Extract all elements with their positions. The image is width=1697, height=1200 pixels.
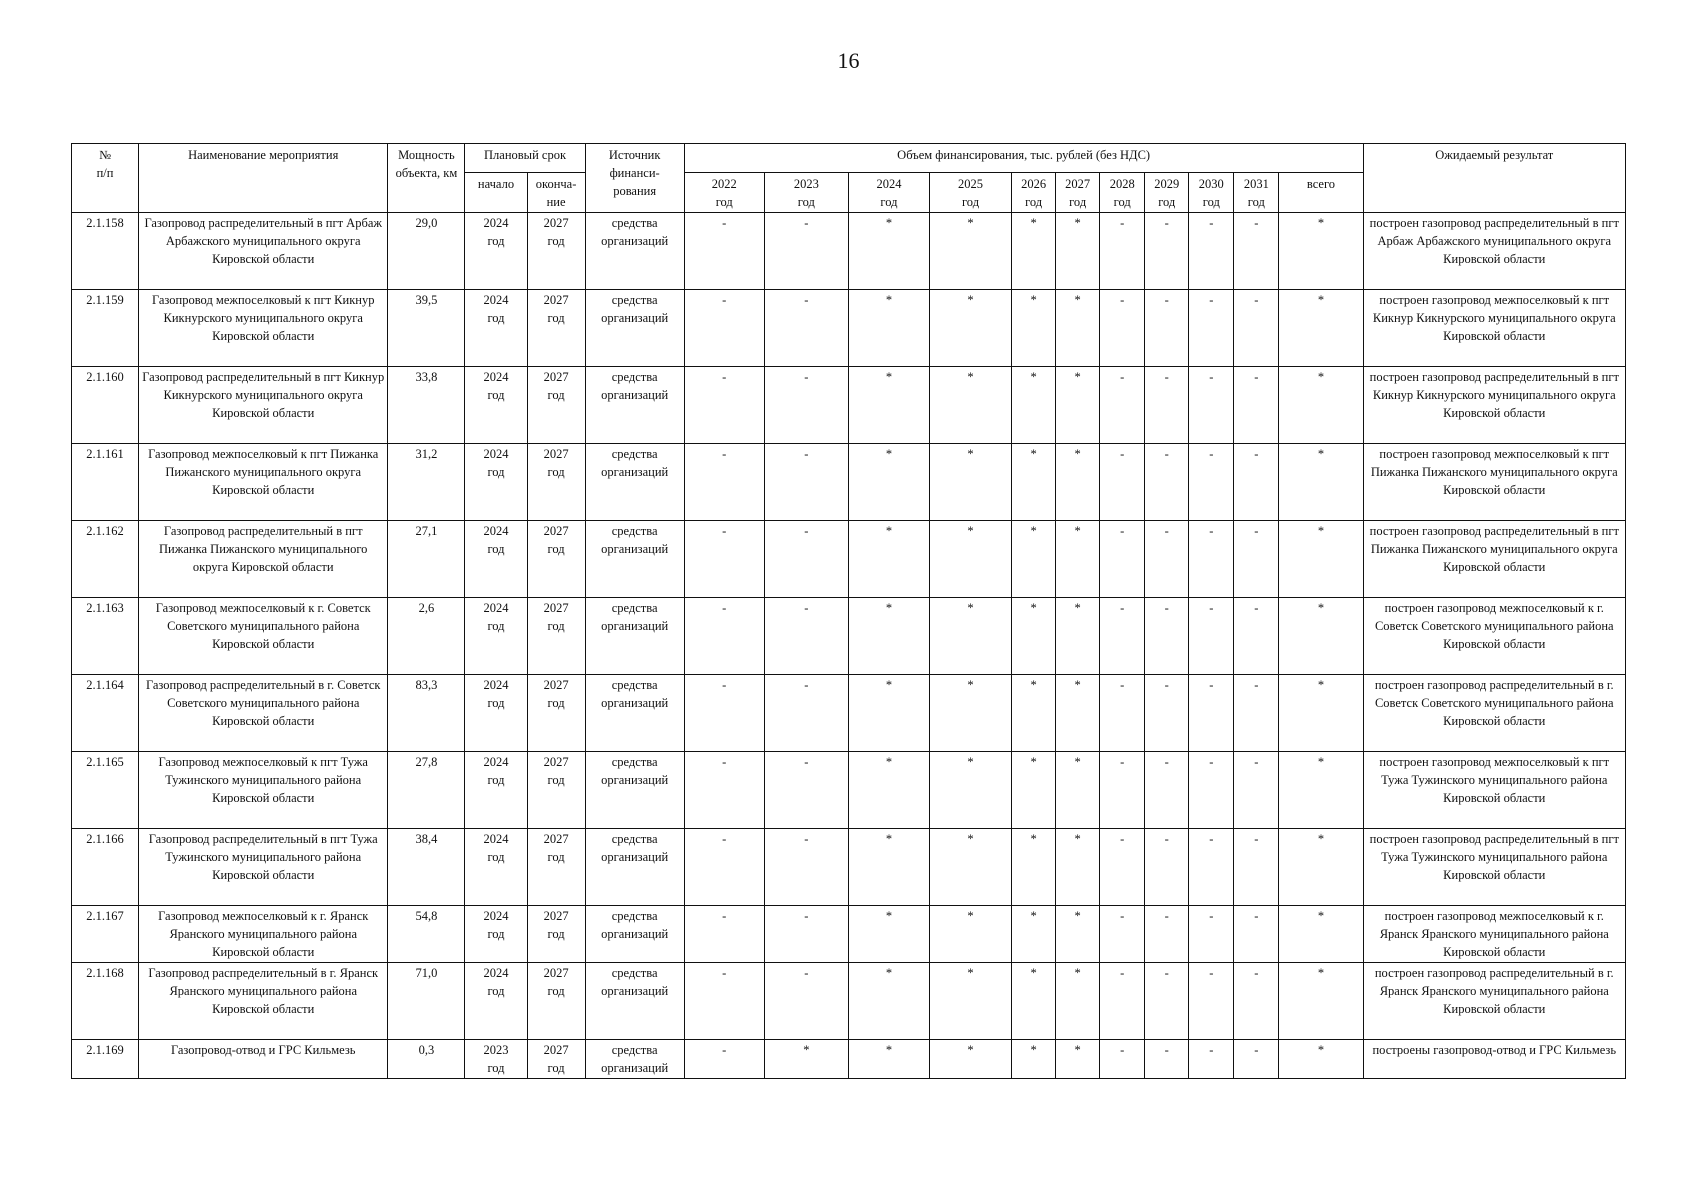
cell-num: 2.1.160 [72, 367, 139, 444]
cell-year-value: - [1234, 367, 1279, 444]
financing-table [71, 143, 1626, 1079]
cell-year-value: - [1100, 829, 1145, 906]
cell-capacity: 27,1 [388, 521, 465, 598]
cell-year-value: * [848, 752, 929, 829]
cell-year-value: - [764, 829, 848, 906]
cell-year-value: * [1012, 1040, 1056, 1079]
cell-result: построен газопровод распределительный в пгт Кикнур Кикнурского муниципального округа Кировской области [1363, 367, 1625, 444]
cell-year-value: * [1012, 829, 1056, 906]
cell-start: 2024 год [465, 290, 527, 367]
cell-year-value: - [1234, 963, 1279, 1040]
cell-end: 2027 год [527, 521, 585, 598]
cell-end: 2027 год [527, 675, 585, 752]
cell-result: построен газопровод межпоселковый к пгт Тужа Тужинского муниципального района Кировской области [1363, 752, 1625, 829]
cell-year-value: - [1189, 675, 1234, 752]
cell-year-value: - [1100, 675, 1145, 752]
cell-year-value: - [1189, 213, 1234, 290]
cell-start: 2024 год [465, 444, 527, 521]
cell-capacity: 33,8 [388, 367, 465, 444]
cell-year-value: * [929, 752, 1011, 829]
cell-year-value: * [1056, 598, 1100, 675]
cell-year-value: * [848, 444, 929, 521]
cell-source: средства организаций [585, 367, 684, 444]
cell-num: 2.1.163 [72, 598, 139, 675]
cell-num: 2.1.165 [72, 752, 139, 829]
cell-result: построен газопровод распределительный в пгт Арбаж Арбажского муниципального округа Кировской области [1363, 213, 1625, 290]
header-year: 2030 год [1189, 173, 1234, 213]
cell-capacity: 83,3 [388, 675, 465, 752]
table-row [72, 213, 1626, 290]
cell-start: 2024 год [465, 675, 527, 752]
table-header-row [72, 144, 1626, 173]
cell-capacity: 27,8 [388, 752, 465, 829]
cell-year-value: * [1056, 290, 1100, 367]
header-name: Наименование мероприятия [139, 144, 388, 213]
cell-year-value: * [929, 444, 1011, 521]
header-start: начало [465, 173, 527, 213]
cell-end: 2027 год [527, 963, 585, 1040]
cell-total: * [1279, 213, 1363, 290]
cell-year-value: - [1100, 752, 1145, 829]
cell-end: 2027 год [527, 829, 585, 906]
cell-year-value: - [764, 444, 848, 521]
page-number: 16 [837, 48, 860, 73]
cell-year-value: - [1145, 1040, 1189, 1079]
cell-year-value: - [764, 213, 848, 290]
cell-year-value: - [764, 521, 848, 598]
cell-result: построен газопровод распределительный в г. Яранск Яранского муниципального района Кировской области [1363, 963, 1625, 1040]
cell-year-value: - [1189, 829, 1234, 906]
cell-source: средства организаций [585, 675, 684, 752]
cell-year-value: * [1056, 829, 1100, 906]
table-row [72, 521, 1626, 598]
cell-capacity: 39,5 [388, 290, 465, 367]
cell-year-value: * [764, 1040, 848, 1079]
cell-num: 2.1.162 [72, 521, 139, 598]
cell-year-value: - [1145, 367, 1189, 444]
cell-year-value: - [1145, 829, 1189, 906]
cell-result: построен газопровод распределительный в пгт Пижанка Пижанского муниципального округа Кировской области [1363, 521, 1625, 598]
cell-start: 2024 год [465, 598, 527, 675]
cell-year-value: - [684, 829, 764, 906]
cell-year-value: - [1100, 444, 1145, 521]
header-year: 2024 год [848, 173, 929, 213]
cell-year-value: - [684, 444, 764, 521]
cell-name: Газопровод межпоселковый к пгт Тужа Тужинского муниципального района Кировской области [139, 752, 388, 829]
cell-year-value: * [929, 521, 1011, 598]
cell-year-value: - [764, 367, 848, 444]
cell-total: * [1279, 963, 1363, 1040]
cell-start: 2024 год [465, 213, 527, 290]
cell-num: 2.1.166 [72, 829, 139, 906]
header-year: 2028 год [1100, 173, 1145, 213]
cell-source: средства организаций [585, 1040, 684, 1079]
cell-num: 2.1.164 [72, 675, 139, 752]
cell-year-value: * [1012, 675, 1056, 752]
table-row [72, 906, 1626, 963]
cell-year-value: * [848, 963, 929, 1040]
cell-year-value: - [684, 598, 764, 675]
cell-total: * [1279, 829, 1363, 906]
cell-year-value: - [684, 213, 764, 290]
table-row [72, 675, 1626, 752]
cell-year-value: - [1234, 521, 1279, 598]
header-year: 2022 год [684, 173, 764, 213]
cell-start: 2024 год [465, 367, 527, 444]
cell-year-value: - [684, 675, 764, 752]
cell-year-value: - [1189, 752, 1234, 829]
cell-year-value: - [1100, 290, 1145, 367]
cell-year-value: * [929, 675, 1011, 752]
cell-year-value: - [1100, 213, 1145, 290]
cell-year-value: * [1056, 521, 1100, 598]
cell-year-value: * [1056, 367, 1100, 444]
cell-total: * [1279, 675, 1363, 752]
cell-name: Газопровод распределительный в г. Советск Советского муниципального района Кировской области [139, 675, 388, 752]
cell-year-value: - [1234, 213, 1279, 290]
cell-year-value: - [1234, 752, 1279, 829]
cell-year-value: * [929, 829, 1011, 906]
cell-year-value: * [1012, 367, 1056, 444]
cell-name: Газопровод межпоселковый к г. Советск Советского муниципального района Кировской области [139, 598, 388, 675]
cell-end: 2027 год [527, 367, 585, 444]
cell-capacity: 29,0 [388, 213, 465, 290]
cell-name: Газопровод межпоселковый к пгт Кикнур Кикнурского муниципального округа Кировской области [139, 290, 388, 367]
header-year: 2029 год [1145, 173, 1189, 213]
table-body [72, 213, 1626, 1079]
cell-end: 2027 год [527, 598, 585, 675]
cell-year-value: - [1234, 1040, 1279, 1079]
cell-year-value: * [848, 675, 929, 752]
cell-result: построен газопровод распределительный в г. Советск Советского муниципального района Кировской области [1363, 675, 1625, 752]
cell-start: 2024 год [465, 752, 527, 829]
cell-year-value: - [1189, 367, 1234, 444]
cell-num: 2.1.169 [72, 1040, 139, 1079]
cell-year-value: * [1012, 598, 1056, 675]
cell-total: * [1279, 290, 1363, 367]
cell-year-value: - [1234, 906, 1279, 963]
cell-year-value: * [929, 290, 1011, 367]
cell-source: средства организаций [585, 906, 684, 963]
cell-year-value: * [1056, 906, 1100, 963]
cell-year-value: * [1012, 521, 1056, 598]
header-result: Ожидаемый результат [1363, 144, 1625, 213]
cell-result: построен газопровод межпоселковый к г. Советск Советского муниципального района Кировской области [1363, 598, 1625, 675]
cell-year-value: * [848, 213, 929, 290]
cell-year-value: * [1056, 963, 1100, 1040]
cell-start: 2024 год [465, 906, 527, 963]
cell-year-value: - [1234, 675, 1279, 752]
header-capacity: Мощность объекта, км [388, 144, 465, 213]
cell-name: Газопровод межпоселковый к пгт Пижанка Пижанского муниципального округа Кировской области [139, 444, 388, 521]
cell-year-value: - [1189, 1040, 1234, 1079]
cell-year-value: - [1145, 444, 1189, 521]
cell-year-value: - [764, 906, 848, 963]
cell-year-value: - [1100, 906, 1145, 963]
cell-year-value: - [1189, 963, 1234, 1040]
cell-year-value: * [1012, 213, 1056, 290]
table-row [72, 1040, 1626, 1079]
cell-year-value: - [1145, 213, 1189, 290]
table-row [72, 444, 1626, 521]
cell-end: 2027 год [527, 444, 585, 521]
cell-total: * [1279, 598, 1363, 675]
cell-end: 2027 год [527, 1040, 585, 1079]
cell-name: Газопровод распределительный в пгт Арбаж Арбажского муниципального округа Кировской области [139, 213, 388, 290]
header-year: 2023 год [764, 173, 848, 213]
cell-year-value: - [1234, 444, 1279, 521]
cell-total: * [1279, 906, 1363, 963]
cell-year-value: - [1100, 1040, 1145, 1079]
cell-year-value: - [684, 906, 764, 963]
table-row [72, 829, 1626, 906]
cell-name: Газопровод распределительный в г. Яранск Яранского муниципального района Кировской области [139, 963, 388, 1040]
table-row [72, 752, 1626, 829]
cell-year-value: * [1012, 906, 1056, 963]
header-total: всего [1279, 173, 1363, 213]
cell-num: 2.1.161 [72, 444, 139, 521]
cell-year-value: - [1145, 963, 1189, 1040]
table-row [72, 598, 1626, 675]
header-year: 2025 год [929, 173, 1011, 213]
cell-year-value: * [848, 906, 929, 963]
cell-source: средства организаций [585, 752, 684, 829]
cell-capacity: 0,3 [388, 1040, 465, 1079]
cell-year-value: - [764, 290, 848, 367]
cell-num: 2.1.158 [72, 213, 139, 290]
cell-year-value: - [684, 963, 764, 1040]
cell-year-value: * [929, 598, 1011, 675]
cell-total: * [1279, 444, 1363, 521]
cell-year-value: - [764, 752, 848, 829]
cell-year-value: * [1056, 213, 1100, 290]
cell-source: средства организаций [585, 963, 684, 1040]
cell-year-value: - [684, 290, 764, 367]
cell-name: Газопровод-отвод и ГРС Кильмезь [139, 1040, 388, 1079]
cell-name: Газопровод межпоселковый к г. Яранск Яранского муниципального района Кировской области [139, 906, 388, 963]
cell-source: средства организаций [585, 213, 684, 290]
cell-year-value: - [684, 367, 764, 444]
cell-num: 2.1.168 [72, 963, 139, 1040]
header-year: 2031 год [1234, 173, 1279, 213]
cell-start: 2024 год [465, 829, 527, 906]
cell-year-value: - [684, 521, 764, 598]
cell-num: 2.1.167 [72, 906, 139, 963]
cell-year-value: * [848, 521, 929, 598]
cell-year-value: - [1189, 444, 1234, 521]
cell-year-value: * [848, 829, 929, 906]
cell-year-value: - [1145, 521, 1189, 598]
table-row [72, 367, 1626, 444]
cell-year-value: - [764, 963, 848, 1040]
cell-source: средства организаций [585, 444, 684, 521]
cell-year-value: * [929, 367, 1011, 444]
cell-result: построен газопровод межпоселковый к пгт Кикнур Кикнурского муниципального округа Кировской области [1363, 290, 1625, 367]
cell-capacity: 2,6 [388, 598, 465, 675]
cell-year-value: * [1012, 752, 1056, 829]
cell-year-value: - [1100, 963, 1145, 1040]
cell-year-value: - [1234, 829, 1279, 906]
cell-source: средства организаций [585, 598, 684, 675]
cell-year-value: - [1100, 521, 1145, 598]
cell-source: средства организаций [585, 290, 684, 367]
cell-year-value: - [684, 1040, 764, 1079]
cell-result: построен газопровод межпоселковый к г. Яранск Яранского муниципального района Кировской области [1363, 906, 1625, 963]
cell-name: Газопровод распределительный в пгт Пижанка Пижанского муниципального округа Кировской области [139, 521, 388, 598]
cell-year-value: - [684, 752, 764, 829]
cell-year-value: * [1012, 963, 1056, 1040]
cell-year-value: * [1056, 1040, 1100, 1079]
cell-year-value: - [1234, 598, 1279, 675]
cell-result: построен газопровод межпоселковый к пгт Пижанка Пижанского муниципального округа Кировской области [1363, 444, 1625, 521]
cell-year-value: * [1012, 290, 1056, 367]
cell-year-value: * [929, 1040, 1011, 1079]
cell-end: 2027 год [527, 290, 585, 367]
header-year: 2026 год [1012, 173, 1056, 213]
cell-end: 2027 год [527, 752, 585, 829]
header-source: Источник финанси- рования [585, 144, 684, 213]
header-num: № п/п [72, 144, 139, 213]
cell-total: * [1279, 367, 1363, 444]
cell-year-value: - [1189, 290, 1234, 367]
cell-year-value: - [1189, 598, 1234, 675]
cell-year-value: * [848, 598, 929, 675]
cell-year-value: * [929, 213, 1011, 290]
table-row [72, 290, 1626, 367]
header-period: Плановый срок [465, 144, 585, 173]
cell-name: Газопровод распределительный в пгт Кикнур Кикнурского муниципального округа Кировской области [139, 367, 388, 444]
cell-year-value: * [1056, 752, 1100, 829]
cell-year-value: - [1145, 675, 1189, 752]
cell-capacity: 38,4 [388, 829, 465, 906]
cell-year-value: - [1145, 752, 1189, 829]
cell-capacity: 71,0 [388, 963, 465, 1040]
cell-year-value: * [848, 367, 929, 444]
cell-year-value: * [929, 963, 1011, 1040]
cell-year-value: * [929, 906, 1011, 963]
cell-total: * [1279, 752, 1363, 829]
cell-total: * [1279, 521, 1363, 598]
cell-year-value: * [1056, 444, 1100, 521]
table-row [72, 963, 1626, 1040]
cell-start: 2024 год [465, 521, 527, 598]
cell-num: 2.1.159 [72, 290, 139, 367]
cell-year-value: - [764, 598, 848, 675]
cell-year-value: - [1234, 290, 1279, 367]
cell-name: Газопровод распределительный в пгт Тужа Тужинского муниципального района Кировской области [139, 829, 388, 906]
cell-year-value: * [848, 1040, 929, 1079]
cell-result: построен газопровод распределительный в пгт Тужа Тужинского муниципального района Кировской области [1363, 829, 1625, 906]
header-year: 2027 год [1056, 173, 1100, 213]
cell-year-value: - [764, 675, 848, 752]
cell-year-value: - [1145, 290, 1189, 367]
cell-capacity: 31,2 [388, 444, 465, 521]
header-end: оконча- ние [527, 173, 585, 213]
cell-end: 2027 год [527, 906, 585, 963]
cell-year-value: * [1012, 444, 1056, 521]
cell-year-value: - [1145, 906, 1189, 963]
cell-year-value: - [1145, 598, 1189, 675]
cell-capacity: 54,8 [388, 906, 465, 963]
cell-source: средства организаций [585, 829, 684, 906]
cell-source: средства организаций [585, 521, 684, 598]
cell-year-value: - [1189, 906, 1234, 963]
cell-start: 2024 год [465, 963, 527, 1040]
cell-year-value: - [1100, 598, 1145, 675]
cell-end: 2027 год [527, 213, 585, 290]
cell-year-value: * [848, 290, 929, 367]
header-funding: Объем финансирования, тыс. рублей (без НДС) [684, 144, 1363, 173]
cell-start: 2023 год [465, 1040, 527, 1079]
cell-total: * [1279, 1040, 1363, 1079]
cell-year-value: - [1189, 521, 1234, 598]
cell-year-value: * [1056, 675, 1100, 752]
cell-year-value: - [1100, 367, 1145, 444]
cell-result: построены газопровод-отвод и ГРС Кильмезь [1363, 1040, 1625, 1079]
